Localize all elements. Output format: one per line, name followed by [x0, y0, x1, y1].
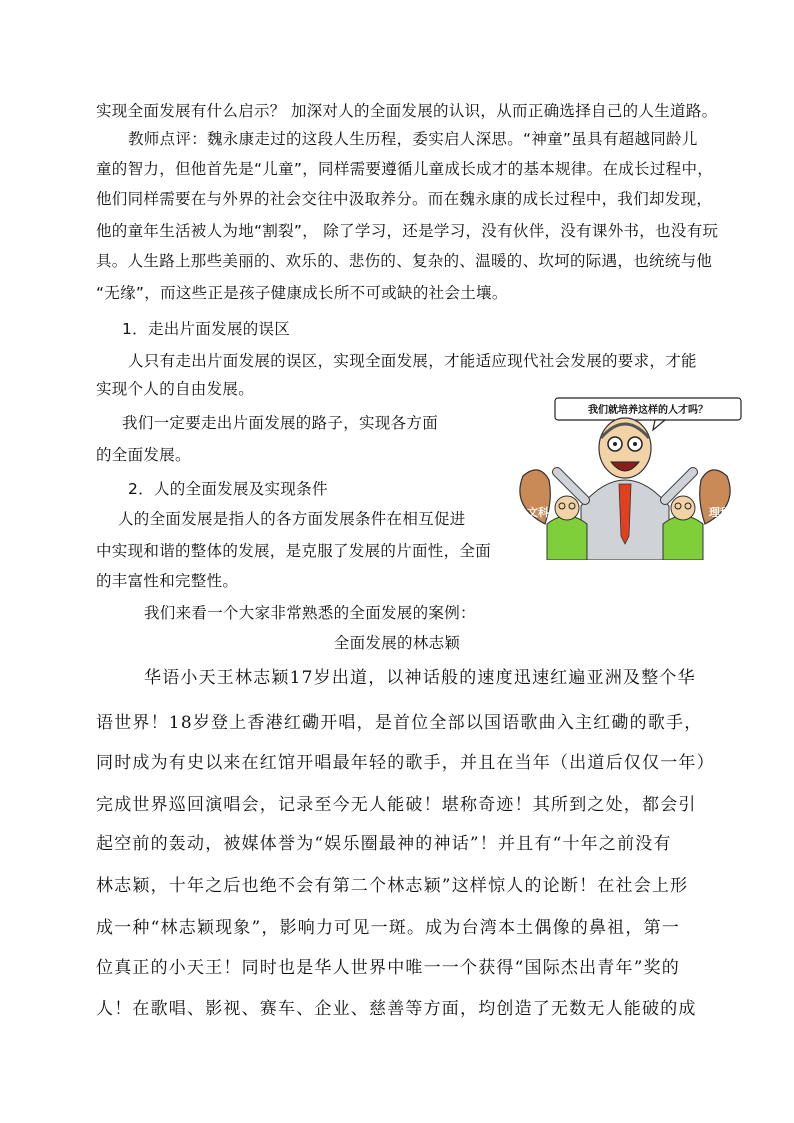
story-line-1: 华语小天王林志颖17岁出道，以神话般的速度迅速红遍亚洲及整个华 — [144, 668, 696, 688]
story-line-2: 语世界！18岁登上香港红磡开唱，是首位全部以国语歌曲入主红磡的歌手， — [96, 713, 703, 733]
para-line-5: 他的童年生活被人为地“割裂”， 除了学习，还是学习，没有伙伴，没有课外书，也没有玩 — [96, 222, 719, 240]
para-line-13: 中实现和谐的整体的发展，是克服了发展的片面性，全面 — [96, 542, 492, 560]
para-line-1: 实现全面发展有什么启示？ 加深对人的全面发展的认识，从而正确选择自己的人生道路。 — [96, 102, 718, 120]
para-line-11: 的全面发展。 — [96, 446, 191, 464]
para-line-8: 人只有走出片面发展的误区，实现全面发展，才能适应现代社会发展的要求，才能 — [128, 352, 697, 370]
para-line-9: 实现个人的自由发展。 — [96, 380, 255, 398]
story-line-9: 人！在歌唱、影视、赛车、企业、慈善等方面，均创造了无数无人能破的成 — [96, 999, 697, 1019]
para-line-2: 教师点评：魏永康走过的这段人生历程，委实启人深思。“神童”虽具有超越同龄儿 — [128, 130, 698, 148]
story-line-3: 同时成为有史以来在红馆开唱最年轻的歌手，并且在当年（出道后仅仅一年） — [96, 753, 715, 773]
bubble-text: 我们就培养这样的人才吗？ — [588, 405, 708, 416]
para-line-12: 人的全面发展是指人的各方面发展条件在相互促进 — [118, 510, 466, 528]
student-right — [663, 470, 732, 560]
para-line-15: 我们来看一个大家非常熟悉的全面发展的案例： — [144, 604, 476, 622]
para-line-4: 他们同样需要在与外界的社会交往中汲取养分。而在魏永康的成长过程中，我们却发现， — [96, 190, 713, 208]
left-arm-label: 文科 — [527, 506, 549, 519]
story-line-5: 起空前的轰动，被媒体誉为“娱乐圈最神的神话”！并且有“十年之前没有 — [96, 834, 672, 854]
story-line-7: 成一种“林志颖现象”，影响力可见一斑。成为台湾本土偶像的鼻祖，第一 — [96, 918, 680, 938]
para-line-6: 具。人生路上那些美丽的、欢乐的、悲伤的、复杂的、温暖的、坎坷的际遇，也统统与他 — [96, 252, 713, 270]
para-line-3: 童的智力，但他首先是“儿童”，同样需要遵循儿童成长成才的基本规律。在成长过程中， — [96, 160, 714, 178]
student-left — [520, 470, 587, 560]
right-arm-label: 理科 — [709, 506, 731, 519]
para-line-10: 我们一定要走出片面发展的路子，实现各方面 — [122, 414, 439, 432]
para-line-14: 的丰富性和完整性。 — [96, 572, 239, 590]
story-line-4: 完成世界巡回演唱会，记录至今无人能破！堪称奇迹！其所到之处，都会引 — [96, 795, 697, 815]
cartoon-illustration — [505, 396, 745, 560]
para-line-7: “无缘”，而这些正是孩子健康成长所不可或缺的社会土壤。 — [96, 284, 508, 302]
story-line-6: 林志颖，十年之后也绝不会有第二个林志颖”这样惊人的论断！在社会上形 — [96, 876, 689, 896]
section-heading-1: 1．走出片面发展的误区 — [122, 320, 291, 338]
story-line-8: 位真正的小天王！同时也是华人世界中唯一一个获得“国际杰出青年”奖的 — [96, 958, 680, 978]
section-heading-2: 2．人的全面发展及实现条件 — [128, 480, 328, 498]
story-title: 全面发展的林志颖 — [333, 634, 461, 652]
